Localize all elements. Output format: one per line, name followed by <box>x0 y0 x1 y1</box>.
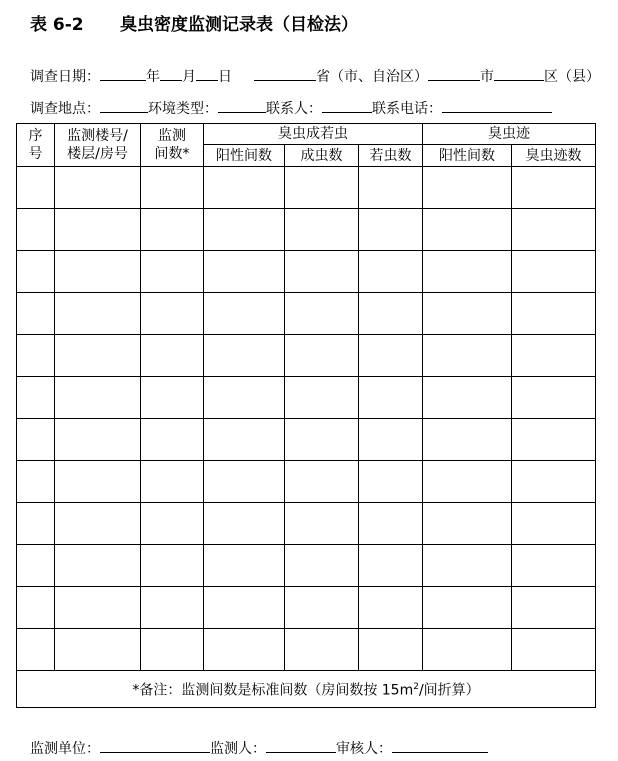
table-cell[interactable] <box>55 335 141 377</box>
table-cell[interactable] <box>423 293 512 335</box>
table-row <box>17 461 596 503</box>
table-cell[interactable] <box>141 335 204 377</box>
table-cell[interactable] <box>359 209 423 251</box>
env-type-field[interactable] <box>218 98 266 113</box>
table-cell[interactable] <box>512 377 596 419</box>
table-cell[interactable] <box>285 335 359 377</box>
table-cell[interactable] <box>55 419 141 461</box>
province-label: 省（市、自治区） <box>316 69 428 85</box>
header-trace-count: 臭虫迹数 <box>512 145 596 167</box>
table-cell[interactable] <box>512 461 596 503</box>
table-cell[interactable] <box>17 587 55 629</box>
day-label: 日 <box>218 69 232 85</box>
table-cell[interactable] <box>285 629 359 671</box>
contact-field[interactable] <box>322 98 372 113</box>
table-cell[interactable] <box>141 629 204 671</box>
table-row <box>17 545 596 587</box>
table-row <box>17 293 596 335</box>
table-cell[interactable] <box>423 251 512 293</box>
table-row <box>17 587 596 629</box>
day-field[interactable] <box>196 66 218 81</box>
table-row <box>17 503 596 545</box>
table-cell[interactable] <box>55 545 141 587</box>
table-cell[interactable] <box>359 419 423 461</box>
table-cell[interactable] <box>55 461 141 503</box>
survey-date-label: 调查日期： <box>30 69 100 85</box>
table-cell[interactable] <box>423 335 512 377</box>
table-cell[interactable] <box>17 503 55 545</box>
unit-field[interactable] <box>100 738 210 753</box>
table-cell[interactable] <box>359 461 423 503</box>
table-cell[interactable] <box>285 503 359 545</box>
table-cell[interactable] <box>423 461 512 503</box>
survey-date-line <box>30 66 600 86</box>
location-field[interactable] <box>100 98 148 113</box>
month-label: 月 <box>182 69 196 85</box>
table-cell[interactable] <box>204 167 285 209</box>
table-cell[interactable] <box>204 293 285 335</box>
table-cell[interactable] <box>285 545 359 587</box>
table-cell[interactable] <box>17 335 55 377</box>
table-number: 表 6-2 <box>30 15 84 35</box>
table-cell[interactable] <box>17 377 55 419</box>
table-cell[interactable] <box>359 377 423 419</box>
table-cell[interactable] <box>423 377 512 419</box>
table-cell[interactable] <box>55 377 141 419</box>
table-cell[interactable] <box>512 335 596 377</box>
table-cell[interactable] <box>55 629 141 671</box>
footer-line <box>30 738 488 758</box>
table-cell[interactable] <box>141 293 204 335</box>
table-cell[interactable] <box>204 461 285 503</box>
table-cell[interactable] <box>359 545 423 587</box>
env-type-label: 环境类型： <box>148 101 218 117</box>
table-cell[interactable] <box>141 461 204 503</box>
district-label: 区（县） <box>544 69 600 85</box>
table-cell[interactable] <box>512 167 596 209</box>
table-cell[interactable] <box>423 419 512 461</box>
table-cell[interactable] <box>285 251 359 293</box>
table-row <box>17 251 596 293</box>
table-cell[interactable] <box>204 503 285 545</box>
table-row <box>17 167 596 209</box>
location-line <box>30 98 552 118</box>
table-row <box>17 209 596 251</box>
page-title <box>30 10 358 35</box>
table-row <box>17 419 596 461</box>
table-cell[interactable] <box>55 293 141 335</box>
table-cell[interactable] <box>285 377 359 419</box>
header-adult-count: 成虫数 <box>285 145 359 167</box>
table-cell[interactable] <box>55 167 141 209</box>
table-cell[interactable] <box>512 419 596 461</box>
table-cell[interactable] <box>141 545 204 587</box>
year-field[interactable] <box>100 66 146 81</box>
monitor-label: 监测人： <box>210 741 266 757</box>
unit-label: 监测单位： <box>30 741 100 757</box>
table-row <box>17 335 596 377</box>
header-group-adult: 臭虫成若虫 <box>204 124 423 145</box>
table-cell[interactable] <box>141 209 204 251</box>
table-row <box>17 629 596 671</box>
table-cell[interactable] <box>423 209 512 251</box>
table-cell[interactable] <box>17 167 55 209</box>
table-cell[interactable] <box>359 167 423 209</box>
table-cell[interactable] <box>512 587 596 629</box>
header-adult-positive: 阳性间数 <box>204 145 285 167</box>
table-cell[interactable] <box>204 545 285 587</box>
table-cell[interactable] <box>55 503 141 545</box>
province-field[interactable] <box>254 66 316 81</box>
table-cell[interactable] <box>512 293 596 335</box>
monitor-field[interactable] <box>266 738 336 753</box>
table-cell[interactable] <box>512 545 596 587</box>
table-cell[interactable] <box>359 629 423 671</box>
table-cell[interactable] <box>285 419 359 461</box>
table-cell[interactable] <box>285 293 359 335</box>
header-rooms: 监测间数* <box>141 124 204 167</box>
table-cell[interactable] <box>359 587 423 629</box>
table-cell[interactable] <box>204 629 285 671</box>
table-cell[interactable] <box>55 251 141 293</box>
table-cell[interactable] <box>204 587 285 629</box>
reviewer-field[interactable] <box>392 738 488 753</box>
table-cell[interactable] <box>512 503 596 545</box>
table-cell[interactable] <box>204 335 285 377</box>
table-cell[interactable] <box>285 209 359 251</box>
table-row <box>17 377 596 419</box>
table-cell[interactable] <box>359 293 423 335</box>
table-cell[interactable] <box>141 503 204 545</box>
table-cell[interactable] <box>17 545 55 587</box>
district-field[interactable] <box>494 66 544 81</box>
table-cell[interactable] <box>204 251 285 293</box>
table-cell[interactable] <box>359 251 423 293</box>
table-cell[interactable] <box>17 209 55 251</box>
table-cell[interactable] <box>17 461 55 503</box>
table-cell[interactable] <box>204 209 285 251</box>
table-cell[interactable] <box>423 587 512 629</box>
location-label: 调查地点： <box>30 101 100 117</box>
header-seq: 序号 <box>17 124 55 167</box>
table-cell[interactable] <box>285 167 359 209</box>
table-cell[interactable] <box>204 419 285 461</box>
table-cell[interactable] <box>141 587 204 629</box>
table-note: *备注：监测间数是标准间数（房间数按 $15m^2/$间折算） <box>17 671 596 708</box>
header-trace-positive: 阳性间数 <box>423 145 512 167</box>
table-cell[interactable] <box>423 167 512 209</box>
table-cell[interactable] <box>359 335 423 377</box>
reviewer-label: 审核人： <box>336 741 392 757</box>
table-cell[interactable] <box>17 251 55 293</box>
table-cell[interactable] <box>512 251 596 293</box>
table-cell[interactable] <box>423 503 512 545</box>
table-cell[interactable] <box>512 629 596 671</box>
table-cell[interactable] <box>141 251 204 293</box>
table-cell[interactable] <box>423 629 512 671</box>
record-table <box>16 123 596 708</box>
header-nymph-count: 若虫数 <box>359 145 423 167</box>
table-title: 臭虫密度监测记录表（目检法） <box>120 15 358 35</box>
header-building: 监测楼号/楼层/房号 <box>55 124 141 167</box>
table-cell[interactable] <box>359 503 423 545</box>
table-cell[interactable] <box>204 377 285 419</box>
table-cell[interactable] <box>17 293 55 335</box>
city-field[interactable] <box>428 66 480 81</box>
table-cell[interactable] <box>17 419 55 461</box>
header-group-trace: 臭虫迹 <box>423 124 596 145</box>
year-label: 年 <box>146 69 160 85</box>
table-cell[interactable] <box>141 377 204 419</box>
table-cell[interactable] <box>141 167 204 209</box>
month-field[interactable] <box>160 66 182 81</box>
table-cell[interactable] <box>512 209 596 251</box>
table-cell[interactable] <box>423 545 512 587</box>
table-cell[interactable] <box>141 419 204 461</box>
table-cell[interactable] <box>55 209 141 251</box>
table-cell[interactable] <box>285 587 359 629</box>
city-label: 市 <box>480 69 494 85</box>
table-cell[interactable] <box>17 629 55 671</box>
table-cell[interactable] <box>55 587 141 629</box>
phone-field[interactable] <box>442 98 552 113</box>
phone-label: 联系电话： <box>372 101 442 117</box>
contact-label: 联系人： <box>266 101 322 117</box>
table-cell[interactable] <box>285 461 359 503</box>
